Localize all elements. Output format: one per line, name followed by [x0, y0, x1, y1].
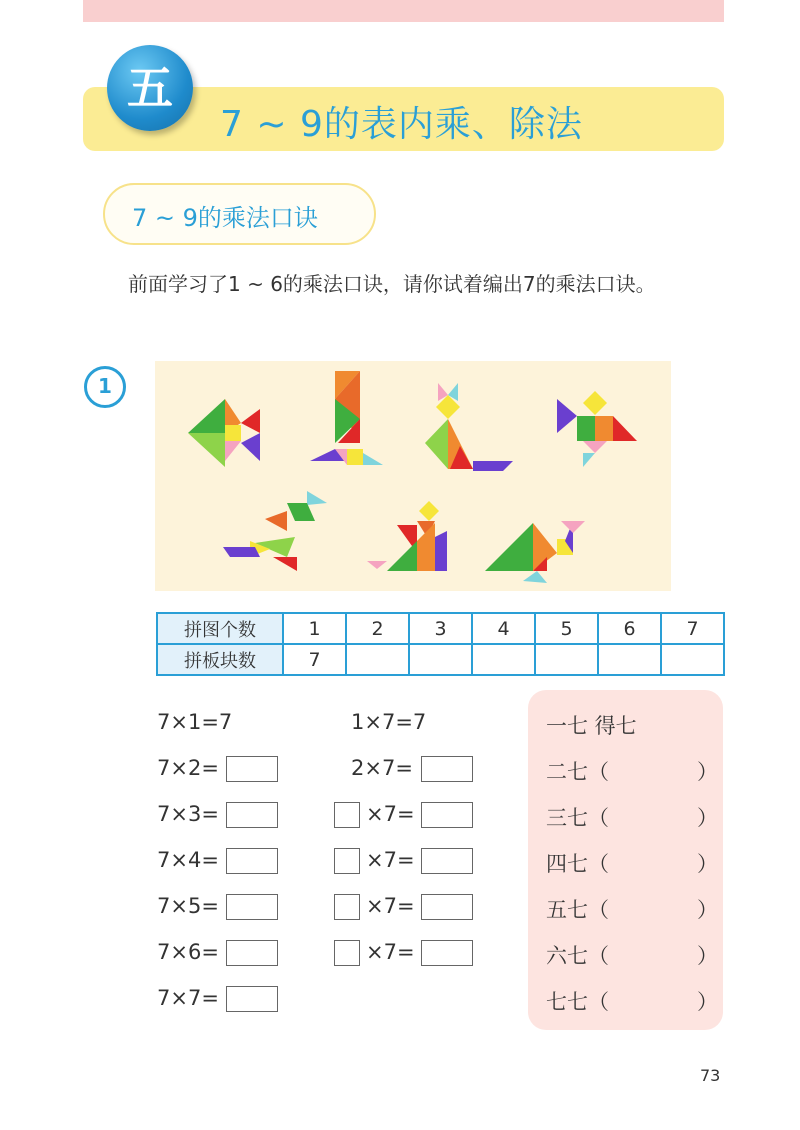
answer-cell[interactable] — [598, 644, 661, 675]
equation-right: ×7= — [366, 848, 415, 872]
question-number: 1 — [98, 374, 112, 398]
table-header-cell: 拼图个数 — [157, 613, 283, 644]
rhyme-line: 五七（ — [546, 898, 609, 922]
answer-box[interactable] — [226, 986, 278, 1012]
factor-box[interactable] — [334, 802, 360, 828]
table-cell: 6 — [598, 613, 661, 644]
answer-box[interactable] — [421, 894, 473, 920]
equation-left: 7×2= — [157, 756, 219, 780]
rhyme-line: 七七（ — [546, 990, 609, 1014]
tangram-bird-figure — [557, 391, 637, 467]
table-row — [157, 613, 724, 644]
rhyme-line: 四七（ — [546, 852, 609, 876]
rhyme-close-paren: ） — [697, 852, 718, 876]
equation-right: ×7= — [366, 940, 415, 964]
rhyme-line: 二七（ — [546, 760, 609, 784]
chapter-title: 7 ~ 9的表内乘、除法 — [220, 104, 583, 145]
answer-box[interactable] — [421, 802, 473, 828]
rhyme-line: 三七（ — [546, 806, 609, 830]
equation-left: 7×5= — [157, 894, 219, 918]
equation-left: 7×7= — [157, 986, 219, 1010]
equation-right: 2×7= — [351, 756, 413, 780]
rhyme-close-paren: ） — [697, 898, 718, 922]
rhyme-close-paren: ） — [697, 760, 718, 784]
answer-cell[interactable] — [535, 644, 598, 675]
rhyme-line: 一七 得七 — [546, 714, 637, 738]
answer-box[interactable] — [226, 894, 278, 920]
answer-box[interactable] — [226, 848, 278, 874]
tangram-fish-figure — [188, 399, 260, 467]
equation-left: 7×6= — [157, 940, 219, 964]
tangram-swan-figure — [367, 501, 447, 571]
answer-box[interactable] — [226, 940, 278, 966]
answer-box[interactable] — [226, 802, 278, 828]
rhyme-close-paren: ） — [697, 990, 718, 1014]
tangram-bird-figure — [223, 491, 327, 571]
chapter-number: 五 — [127, 61, 173, 115]
count-table — [156, 612, 725, 676]
factor-box[interactable] — [334, 894, 360, 920]
tangram-sailboat-figure — [310, 371, 383, 465]
table-cell: 2 — [346, 613, 409, 644]
tangram-illustration — [155, 361, 671, 591]
table-row — [157, 644, 724, 675]
table-cell: 5 — [535, 613, 598, 644]
table-cell: 4 — [472, 613, 535, 644]
answer-cell[interactable] — [472, 644, 535, 675]
rhyme-line: 六七（ — [546, 944, 609, 968]
answer-cell[interactable] — [346, 644, 409, 675]
table-cell: 1 — [283, 613, 346, 644]
top-decor-strip — [83, 0, 724, 22]
answer-box[interactable] — [421, 756, 473, 782]
section-title: 7 ~ 9的乘法口诀 — [132, 204, 318, 232]
table-cell: 7 — [661, 613, 724, 644]
tangram-cat-figure — [425, 383, 513, 471]
table-cell: 7 — [283, 644, 346, 675]
intro-text: 前面学习了1 ~ 6的乘法口诀，请你试着编出7的乘法口诀。 — [128, 272, 656, 296]
equation-right: ×7= — [366, 894, 415, 918]
table-header-cell: 拼板块数 — [157, 644, 283, 675]
answer-box[interactable] — [421, 940, 473, 966]
equation-left: 7×3= — [157, 802, 219, 826]
factor-box[interactable] — [334, 848, 360, 874]
equation-right: ×7= — [366, 802, 415, 826]
equation-left: 7×1=7 — [157, 710, 233, 734]
answer-box[interactable] — [226, 756, 278, 782]
answer-cell[interactable] — [661, 644, 724, 675]
table-cell: 3 — [409, 613, 472, 644]
rhyme-close-paren: ） — [697, 806, 718, 830]
equation-left: 7×4= — [157, 848, 219, 872]
answer-box[interactable] — [421, 848, 473, 874]
rhyme-close-paren: ） — [697, 944, 718, 968]
tangram-seal-figure — [485, 521, 585, 583]
page-number: 73 — [700, 1066, 721, 1085]
answer-cell[interactable] — [409, 644, 472, 675]
factor-box[interactable] — [334, 940, 360, 966]
equation-right: 1×7=7 — [351, 710, 427, 734]
